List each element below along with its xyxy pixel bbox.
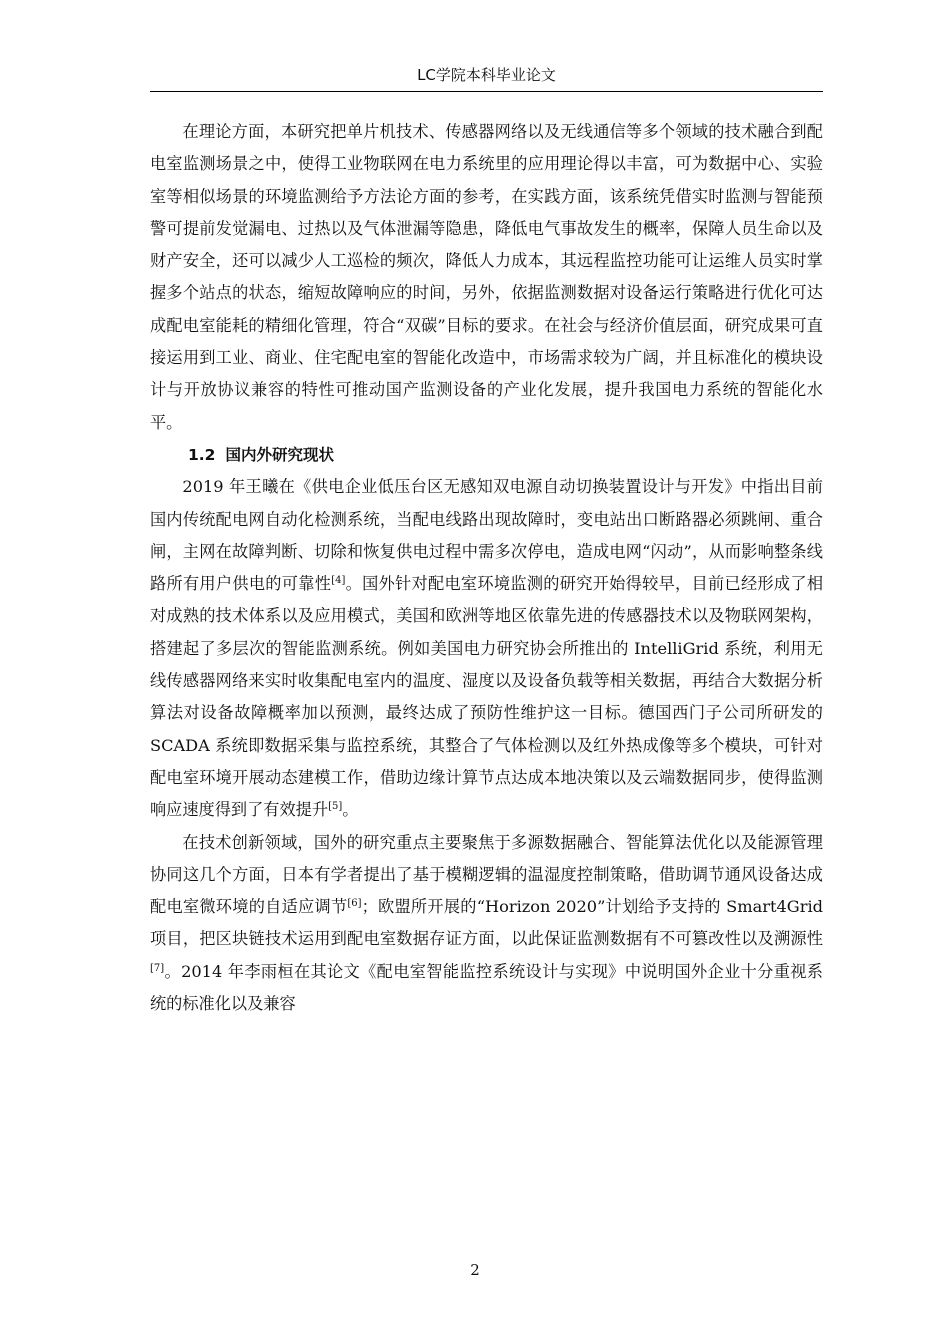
paragraph-text: ；欧盟所开展的“Horizon 2020”计划给予支持的 Smart4Grid 项目，把区块链技术运用到配电室数据存证方面，以此保证监测数据有不可篡改性以及溯源性: [150, 897, 824, 949]
section-title: 国内外研究现状: [225, 445, 334, 464]
running-header: LC学院本科毕业论文: [417, 66, 556, 84]
paragraph-text: 。: [342, 800, 359, 820]
page-number: 2: [470, 1261, 480, 1279]
section-number: 1.2: [188, 445, 216, 464]
citation-ref: [7]: [150, 962, 165, 974]
citation-ref: [6]: [347, 898, 362, 910]
header-divider: [150, 91, 823, 92]
paragraph-tech-innovation: [150, 827, 823, 1021]
paragraph-text: 。国外针对配电室环境监测的研究开始得较早，目前已经形成了相对成熟的技术体系以及应用模式，美国和欧洲等地区依靠先进的传感器技术以及物联网架构，搭建起了多层次的智能监测系统。例如美国电力研究协会所推出的 IntelliGrid 系统，利用无线传感器网络来实时收集配电室内的温度、湿度以及设备负载等相关数据，再结合大数据分析算法对设备故障概率加以预测，最终达成了预防性维护这一目标。德国西门子公司所研发的 SCADA 系统即数据采集与监控系统，其整合了气体检测以及红外热成像等多个模块，可针对配电室环境开展动态建模工作，借助边缘计算节点达成本地决策以及云端数据同步，使得监测响应速度得到了有效提升: [150, 574, 824, 820]
paragraph-text: 。2014 年李雨桓在其论文《配电室智能监控系统设计与实现》中说明国外企业十分重视系统的标准化以及兼容: [150, 961, 823, 1014]
section-heading: [150, 439, 823, 471]
citation-ref: [4]: [331, 575, 346, 587]
paragraph-text: 2019 年王曦在《供电企业低压台区无感知双电源自动切换装置设计与开发》中指出目前国内传统配电网自动化检测系统，当配电线路出现故障时，变电站出口断路器必须跳闸、重合闸，主网在故障判断、切除和恢复供电过程中需多次停电，造成电网“闪动”，从而影响整条线路所有用户供电的可靠性: [150, 477, 823, 594]
paragraph-text: 在技术创新领域，国外的研究重点主要聚焦于多源数据融合、智能算法优化以及能源管理协同这几个方面，日本有学者提出了基于模糊逻辑的温湿度控制策略，借助调节通风设备达成配电室微环境的自适应调节: [150, 832, 823, 917]
paragraph-theory-practice: 在理论方面，本研究把单片机技术、传感器网络以及无线通信等多个领域的技术融合到配电室监测场景之中，使得工业物联网在电力系统里的应用理论得以丰富，可为数据中心、实验室等相似场景的环境监测给予方法论方面的参考，在实践方面，该系统凭借实时监测与智能预警可提前发觉漏电、过热以及气体泄漏等隐患，降低电气事故发生的概率，保障人员生命以及财产安全，还可以减少人工巡检的频次，降低人力成本，其远程监控功能可让运维人员实时掌握多个站点的状态，缩短故障响应的时间，另外，依据监测数据对设备运行策略进行优化可达成配电室能耗的精细化管理，符合“双碳”目标的要求。在社会与经济价值层面，研究成果可直接运用到工业、商业、住宅配电室的智能化改造中，市场需求较为广阔，并且标准化的模块设计与开放协议兼容的特性可推动国产监测设备的产业化发展，提升我国电力系统的智能化水平。: [150, 122, 823, 432]
document-body: [150, 116, 823, 1020]
paragraph-research-status: [150, 471, 823, 826]
citation-ref: [5]: [328, 801, 343, 813]
